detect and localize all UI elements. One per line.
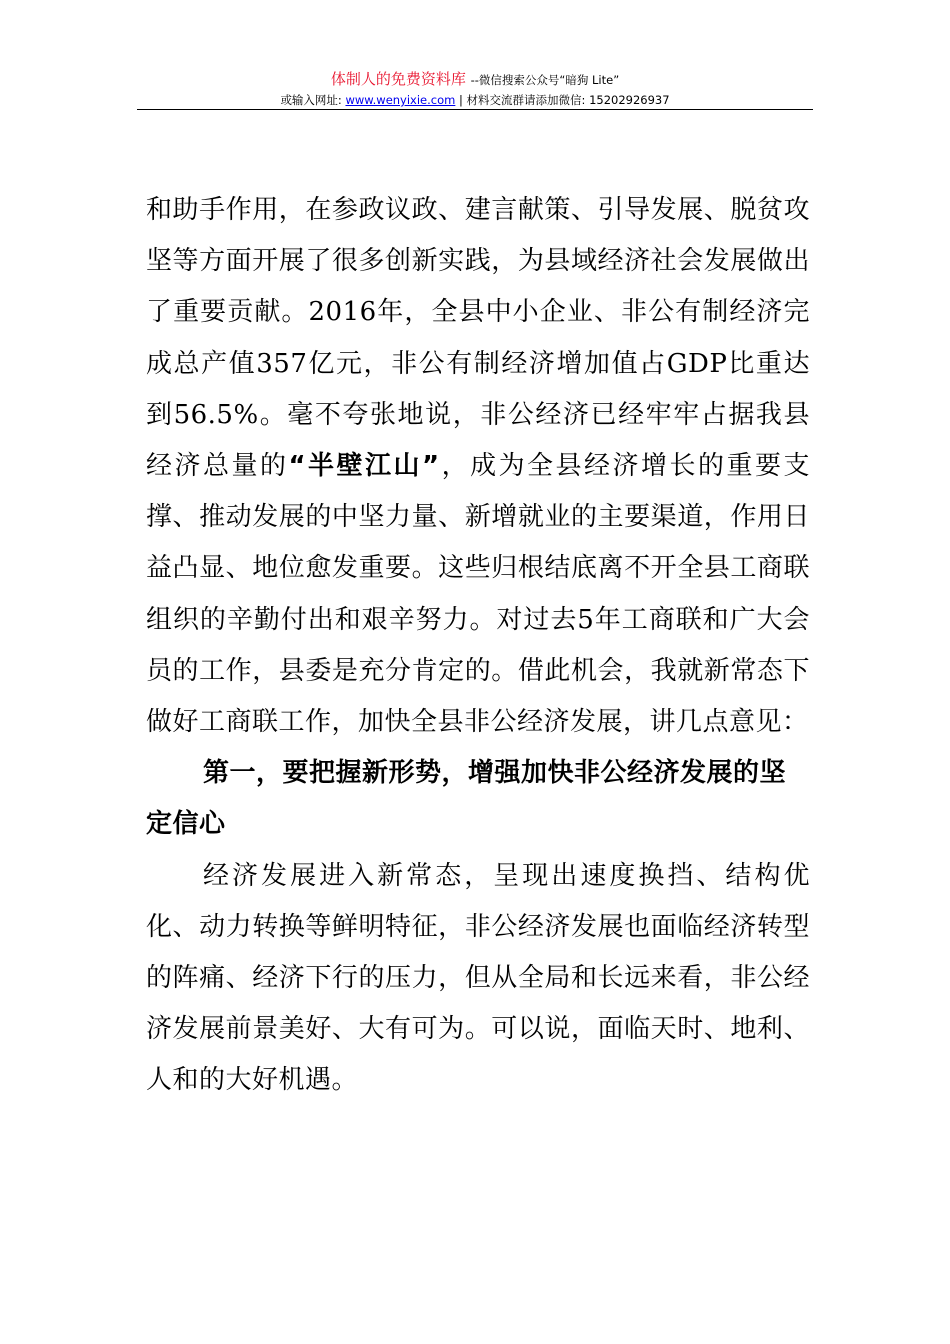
header-url-prefix: 或输入网址: bbox=[280, 93, 346, 107]
paragraph-1-text-b: ，成为全县经济增长的重要支撑、推动发展的中坚力量、新增就业的主要渠道，作用日益凸显、地位愈发重要。这些归根结底离不开全县工商联组织的辛勤付出和艰辛努力。对过去5年工商联和广大会员的工作，县委是充分肯定的。借此机会，我就新常态下做好工商联工作，加快全县非公经济发展，讲几点意见： bbox=[146, 451, 810, 738]
document-body bbox=[146, 185, 810, 1107]
header-url-link[interactable]: www.wenyixie.com bbox=[345, 93, 456, 107]
page-header bbox=[137, 68, 813, 109]
header-contact-suffix: | 材料交流群请添加微信: 15202926937 bbox=[455, 93, 670, 107]
header-title-line bbox=[137, 68, 813, 91]
header-divider bbox=[137, 109, 813, 110]
paragraph-2: 经济发展进入新常态，呈现出速度换挡、结构优化、动力转换等鲜明特征，非公经济发展也面临经济转型的阵痛、经济下行的压力，但从全局和长远来看，非公经济发展前景美好、大有可为。可以说，面临天时、地利、人和的大好机遇。 bbox=[146, 860, 810, 1096]
paragraph-1-quote: “半壁江山” bbox=[288, 451, 440, 482]
header-contact-line bbox=[137, 91, 813, 109]
header-brand: 体制人的免费资料库 bbox=[330, 70, 466, 88]
section-heading-1: 第一，要把握新形势，增强加快非公经济发展的坚定信心 bbox=[146, 758, 787, 840]
paragraph-1 bbox=[146, 185, 810, 748]
header-subtitle: --微信搜索公众号“暗狗 Lite” bbox=[470, 73, 620, 87]
paragraph-1-text-a: 和助手作用，在参政议政、建言献策、引导发展、脱贫攻坚等方面开展了很多创新实践，为县域经济社会发展做出了重要贡献。2016年，全县中小企业、非公有制经济完成总产值357亿元，非公有制经济增加值占GDP比重达到56.5%。毫不夸张地说，非公经济已经牢牢占据我县经济总量的 bbox=[146, 195, 810, 482]
